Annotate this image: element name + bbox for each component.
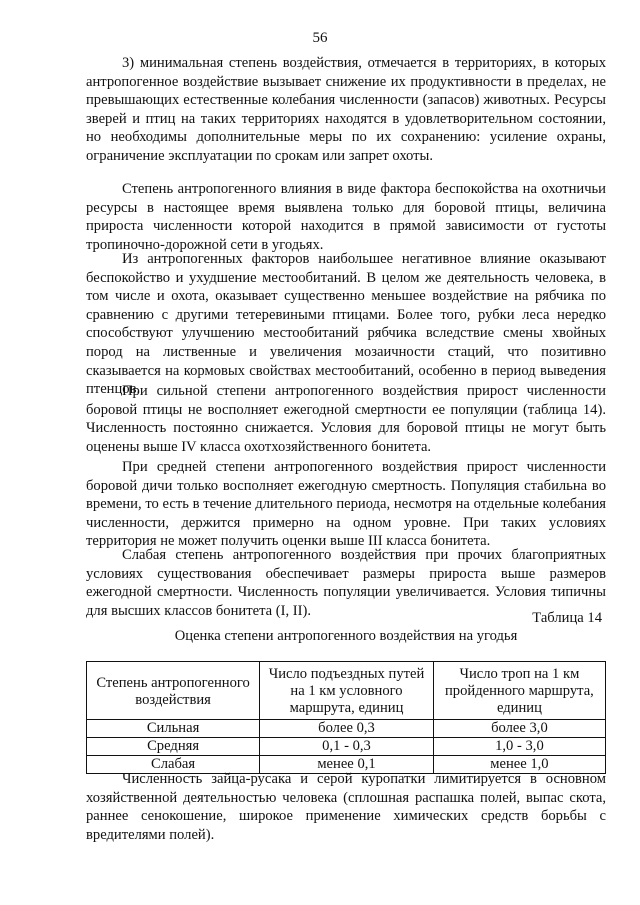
paragraph-minimal-impact: 3) минимальная степень воздействия, отмечается в территориях, в которых антропогенное воздействие вызывает снижение их продуктивности в пределах, не превышающих естественные колебания численности (запасов) животных. Ресурсы зверей и птиц на таких территориях находятся в удовлетворительном состоянии, но необходимы дополнительные меры по их сохранению: усиление охраны, ограничение эксплуатации по срокам или запрет охоты.	[86, 55, 606, 164]
paragraph-disturbance-factor: Степень антропогенного влияния в виде фактора беспокойства на охотничьи ресурсы в настоящее время выявлена только для боровой птицы, величина прироста численности которой находится в прямой зависимости от густоты тропиночно-дорожной сети в угодьях.	[86, 181, 606, 253]
table-cell: менее 1,0	[433, 756, 605, 774]
table-header-cell: Число подъездных путей на 1 км условного маршрута, единиц	[260, 662, 434, 720]
table-cell: Сильная	[87, 720, 260, 738]
table-title: Оценка степени антропогенного воздействия на угодья	[174, 628, 518, 644]
table-cell: более 0,3	[260, 720, 434, 738]
page-number: 56	[312, 30, 328, 46]
paragraph-anthropogenic-factors: Из антропогенных факторов наибольшее негативное влияние оказывают беспокойство и ухудшение местообитаний. В целом же деятельность человека, в том числе и охота, оказывает существенно меньшее воздействие на рябчика по сравнению с другими тетеревиными птицами. Более того, рубки леса нередко способствуют улучшению местообитаний рябчика вследствие смены хвойных пород на лиственные и увеличения мозаичности стаций, что позитивно сказывается на кормовых свойствах местообитаний, особенно в период выведения птенцов.	[86, 251, 606, 398]
table-header-cell: Число троп на 1 км пройденного маршрута, единиц	[433, 662, 605, 720]
paragraph-strong-impact: При сильной степени антропогенного воздействия прирост численности боровой птицы не восполняет ежегодной смертности ее популяции (таблица 14). Численность постоянно снижается. Условия для боровой птицы не могут быть оценены выше IV класса охотхозяйственного бонитета.	[86, 383, 606, 455]
table-cell: Средняя	[87, 738, 260, 756]
table-cell: 0,1 - 0,3	[260, 738, 434, 756]
table-row	[87, 738, 606, 756]
table-header-row	[87, 662, 606, 720]
table-cell: более 3,0	[433, 720, 605, 738]
table-cell: 1,0 - 3,0	[433, 738, 605, 756]
paragraph-weak-impact: Слабая степень антропогенного воздействия при прочих благоприятных условиях существования обеспечивает размеры прироста выше размеров ежегодной смертности. Численность популяции увеличивается. Условия типичны для высших классов бонитета (I, II).	[86, 547, 606, 619]
paragraph-hare-partridge: Численность зайца-русака и серой куропатки лимитируется в основном хозяйственной деятельностью человека (сплошная распашка полей, выпас скота, раннее сенокошение, широкое применение химических средств борьбы с вредителями полей).	[86, 771, 606, 843]
table-cell: Слабая	[87, 756, 260, 774]
table-label: Таблица 14	[532, 610, 602, 626]
impact-assessment-table	[86, 661, 606, 774]
table-row	[87, 720, 606, 738]
paragraph-medium-impact: При средней степени антропогенного воздействия прирост численности боровой дичи только восполняет ежегодную смертность. Популяция стабильна во времени, то есть в течение длительного периода, несмотря на отдельные колебания численности, держится примерно на одном уровне. При таких условиях территория не может получить оценки выше III класса бонитета.	[86, 459, 606, 550]
table-cell: менее 0,1	[260, 756, 434, 774]
table-header-cell: Степень антропогенного воздействия	[87, 662, 260, 720]
